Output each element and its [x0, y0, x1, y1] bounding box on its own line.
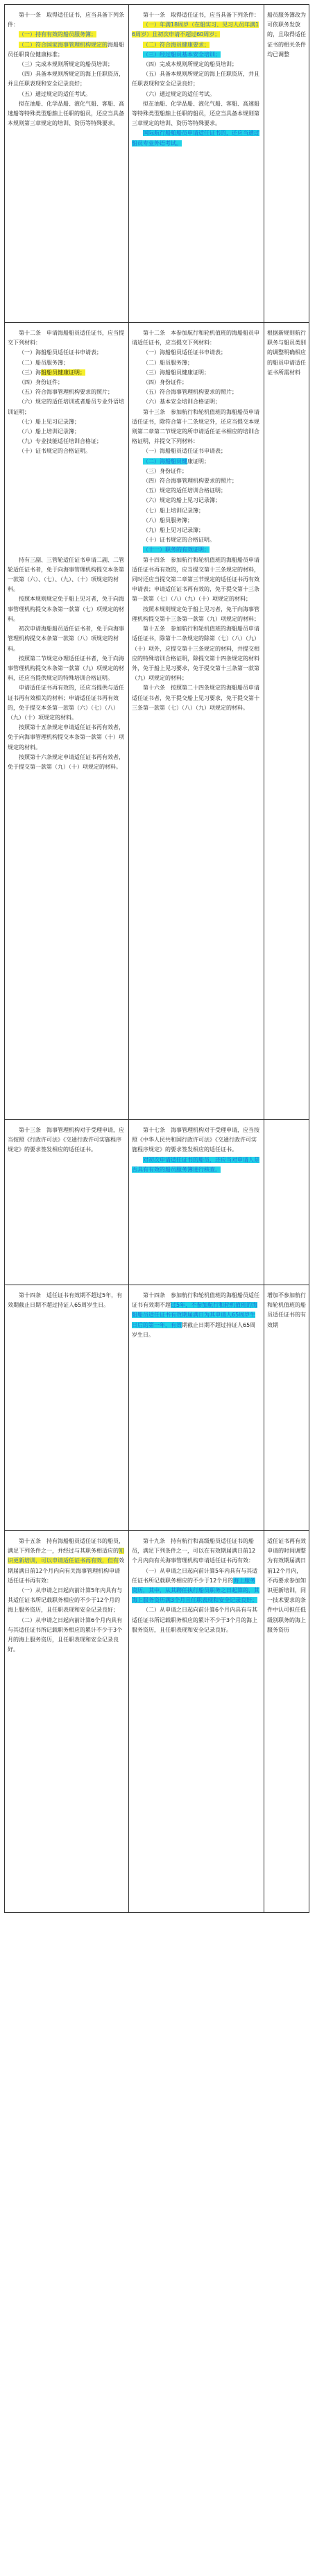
highlighted-change: （二）海船船员健 — [143, 458, 187, 465]
clause-paragraph: 第十四条 参加航行和轮机值班的海船船员申请适任证书再有效的，应当提交第十三条规定的材料，同时还应当提交第二章第三节规定的适任证书再有效申请表；申请适任证书再有效的，免于提交第十三条第一款第（七）（八）（九）（十）项规定的材料； — [132, 556, 259, 603]
text-run: 第十五条 持有海船船员适任证书的船员，满足下列条件之一，并经过与其职务相适应的 — [8, 1538, 124, 1555]
clause-paragraph — [132, 50, 261, 60]
clause-paragraph: 第十六条 按照第二十四条规定的海船船员申请适任证书者，免于提交船上见习要求，免于提交第十三条第一款第（七）（八）（九）项规定的材料。 — [132, 685, 259, 711]
clause-paragraph: （五）规定的适任培训合格证明； — [143, 487, 226, 494]
clause-paragraph: （一）海船船员适任证书申请表； — [143, 448, 226, 455]
clause-paragraph: 第十一条 取得适任证书，应当具备下列条件： — [8, 12, 124, 28]
clause-paragraph: （一）海船船员适任证书申请表； — [19, 349, 102, 356]
clause-paragraph: （一）海船船员适任证书申请表； — [143, 349, 226, 356]
clause-paragraph: 按照第十六条规定申请适任证书再有效者，免于提交第一款第（九）（十）项规定的材料。 — [8, 753, 124, 770]
clause-paragraph: （五）符合海事管理机构要求的照片； — [19, 389, 113, 396]
clause-paragraph: 第十三条 海事管理机构对于受理申请，应当按照《行政许可法》《交通行政许可实施程序规定》的要求签发相应的适任证书。 — [8, 1127, 124, 1153]
clause-paragraph — [132, 545, 261, 555]
change-note-cell — [264, 1120, 309, 1285]
highlighted-change: 国际航行船舶船员申请适任证书的，还应当通过船员专业外语考试。 — [132, 130, 259, 147]
clause-paragraph — [132, 1291, 261, 1340]
clause-paragraph: （二）船员服务簿； — [143, 359, 193, 366]
clause-paragraph: （八）船员服务簿； — [143, 517, 193, 524]
clause-paragraph: （四）符合海事管理机构要求的照片； — [143, 478, 237, 485]
clause-paragraph — [8, 476, 126, 486]
clause-paragraph: （四）完成本规则所规定的船员培训； — [143, 61, 237, 68]
text-run: （一）从申请之日起向前计算5年内具有与其适任证书所记载职务相应的不少于12个月的 — [132, 1567, 258, 1584]
change-note-cell: 船员服务簿改为可依职务发放的，且取得适任证书的相关条件均已调整 — [264, 5, 309, 323]
text-run: 第十四条 参加航行和轮机值班的海船船员适任证书有效期不超 — [132, 1292, 259, 1309]
clause-paragraph: （四）具备本规则所规定的海上任职资历，并且任职表现和安全记录良好； — [8, 71, 124, 87]
clause-paragraph: （十）证书规定的合格证明。 — [19, 448, 91, 455]
clause-paragraph: 申请适任证书再有效的，还应当提供与适任证书再有效相关的材料；申请适任证书再有效的，免于提交本条第一款第（六）（七）（八）（九）（十）项规定的材料。 — [8, 685, 124, 721]
highlighted-change: 船船员健康证明； — [41, 369, 85, 376]
clause-paragraph: （十）证书规定的合格证明。 — [143, 537, 215, 544]
new-rule-cell — [129, 1285, 264, 1531]
clause-paragraph — [132, 20, 261, 40]
clause-paragraph: （四）身份证件； — [19, 379, 63, 386]
clause-paragraph — [132, 457, 261, 467]
clause-paragraph: 第十二条 申请海船船员适任证书，应当提交下列材料： — [8, 330, 124, 346]
clause-paragraph: （五）符合海事管理机构要求的照片； — [143, 389, 237, 396]
table-row — [5, 5, 309, 323]
clause-paragraph: （七）船上培训记录簿； — [143, 507, 204, 514]
clause-paragraph: 按照本规则规定免于船上见习者，免于向海事管理机构提交第十三条第一款第（九）项规定的材料； — [132, 605, 259, 622]
clause-paragraph: （七）船上见习记录簿； — [19, 418, 80, 425]
text-run: 期截止日期不超过持证人65周岁生日。 — [132, 1321, 256, 1338]
clause-paragraph: （二）从申请之日起向前计算6个月内具有与其适任证书所记载职务相应的累计不少于3个月的海上服务资历，且任职表现和安全记录良好。 — [8, 1616, 123, 1653]
clause-paragraph: （六）通过规定的适任考试。 — [143, 90, 215, 97]
highlighted-change: （二）符合国家海事管理机构规定的 — [19, 41, 108, 48]
clause-paragraph — [8, 368, 126, 378]
new-rule-cell — [129, 5, 264, 323]
clause-paragraph: 第十四条 适任证书有效期不超过5年，有效期截止日期不超过持证人65周岁生日。 — [8, 1292, 123, 1309]
clause-paragraph — [8, 457, 126, 467]
comparison-table — [4, 4, 309, 1913]
clause-paragraph — [8, 516, 126, 526]
old-rule-cell — [5, 1120, 129, 1285]
table-row — [5, 323, 309, 1120]
clause-paragraph: 第十九条 持有航行和高级船员适任证书的船员，满足下列条件之一，可以在有效期届满日前12个月内向有关海事管理机构申请适任证书再有效： — [132, 1538, 256, 1564]
table-row — [5, 1285, 309, 1531]
clause-paragraph: 第十七条 海事管理机构对于受理申请，应当按照《中华人民共和国行政许可法》《交通行政许可实施程序规定》的要求签发相应的适任证书。 — [132, 1127, 259, 1153]
clause-paragraph: 按照第十五条规定申请适任证书再有效者，免于向海事管理机构提交本条第一款第（十）项规定的材料。 — [8, 724, 124, 751]
old-rule-cell — [5, 323, 129, 1120]
highlighted-change: （一）持有有效的船员服务簿； — [19, 31, 96, 38]
clause-paragraph: （六）规定的适任培训或者船员专业外语培训证明； — [8, 399, 124, 415]
clause-paragraph — [8, 496, 126, 505]
clause-paragraph: （八）船上培训记录簿； — [19, 428, 80, 435]
clause-paragraph: 第十一条 取得适任证书，应当具备下列条件： — [143, 12, 259, 18]
clause-paragraph — [8, 526, 126, 535]
clause-paragraph: （九）船上见习记录簿； — [143, 527, 204, 534]
clause-paragraph: （三）身份证件； — [143, 467, 187, 474]
highlighted-change: 知识更新培训，可以申请适任证书再有效，但有 — [8, 1548, 124, 1564]
text-run: 效期届满日前12个月内向有关海事管理机构申请适任证书再有效： — [8, 1557, 124, 1584]
clause-paragraph — [132, 1566, 261, 1606]
change-note-cell: 增加不参加航行和轮机值班的船员适任证书的有效期 — [264, 1285, 309, 1531]
highlighted-change: （三）经过船员基本安全培训； — [143, 51, 221, 58]
clause-paragraph: 按照第二节规定办理适任证书者，免于向海事管理机构提交本条第一款第（九）项规定的材料，还应当提供规定的特殊培训合格证明。 — [8, 655, 124, 682]
clause-paragraph — [8, 486, 126, 496]
table-row — [5, 1531, 309, 1913]
clause-paragraph: （三）海船船员健康证明； — [143, 369, 210, 376]
clause-paragraph — [132, 1155, 261, 1175]
clause-paragraph: （四）身份证件； — [143, 379, 187, 386]
highlighted-change: 海上服务资历，其中，从其聘任执行船员职务之日起算的，其海上服务资历满3个月且任职表现和安全记录良好； — [132, 1577, 259, 1604]
clause-paragraph — [8, 545, 126, 555]
clause-paragraph: 持有三副、三管轮适任证书申请二副、二管轮适任证书者，免于向海事管理机构提交本条第一款第（六）、（七）、（九）、（十）项规定的材料。 — [8, 556, 124, 593]
clause-paragraph: （六）基本安全培训合格证明； — [143, 399, 221, 405]
clause-paragraph: 拟在油船、化学品船、液化气船、客船、高速船等特殊类型船舶上任职的船员，还应当具备本规则第三章规定的培训、资历等特殊要求。 — [132, 100, 259, 127]
change-note-cell: 适任证书再有效申请的时间调整为有效期届满日前12个月内，不再要求参加知识更新培训，同一技术要求的条件中认可担任低级别职务的海上服务资历 — [264, 1531, 309, 1913]
highlighted-change: （二）符合海员健康要求； — [143, 41, 210, 48]
clause-paragraph: （六）规定的船上见习记录簿； — [143, 497, 221, 504]
clause-paragraph — [8, 30, 126, 40]
old-rule-cell — [5, 1531, 129, 1913]
clause-paragraph — [8, 1537, 126, 1586]
clause-paragraph: （二）从申请之日起向前计算6个月内具有与其适任证书所记载职务相应的累计不少于3个月的海上服务资历，且任职表现和安全记录良好。 — [132, 1607, 258, 1633]
new-rule-cell — [129, 1120, 264, 1285]
text-run: 海船船员任职岗位健康标准； — [8, 41, 124, 58]
clause-paragraph: （二）船员服务簿； — [19, 359, 69, 366]
clause-paragraph: 第十五条 参加航行和轮机值班的海船船员申请适任证书，除第十二条规定的除第（七）（八）（九）（十）项外，应提交第十三条规定的材料，并提交相应的特殊培训合格证明，除提交第十四条规定的材料外，免于船上见习要求，免于提交第十三条第一款第（九）项规定的材料； — [132, 626, 259, 682]
clause-paragraph: （一）从申请之日起向前计算5年内具有与其适任证书所记载职务相应的不少于12个月的海上服务资历，且任职表现和安全记录良好； — [8, 1587, 123, 1614]
highlighted-change: 过5年，不参加航行和轮机值班的海船船员适任证书有效期届满日为其申请人65周岁生日后的第一年，有效 — [132, 1302, 258, 1328]
new-rule-cell — [129, 323, 264, 1120]
highlighted-change: （一）年满18周岁（在船实习、见习人员年满16周岁）且初次申请不超过60周岁； — [132, 22, 259, 38]
clause-paragraph — [8, 506, 126, 516]
old-rule-cell — [5, 1285, 129, 1531]
clause-paragraph: 拟在油船、化学品船、液化气船、客船、高速船等特殊类型船舶上任职的船员，还应当具备本规则第三章规定的培训、资历等特殊要求。 — [8, 100, 124, 127]
old-rule-cell — [5, 5, 129, 323]
clause-paragraph: （三）完成本规则所规定的船员培训； — [19, 61, 113, 68]
clause-paragraph: 第十二条 本参加航行和轮机值班的海船船员申请适任证书，应当提交下列材料： — [132, 330, 259, 346]
change-note-cell: 根据新规则航行职务与船员类别的调整明确相应的船员申请适任证书所需材料 — [264, 323, 309, 1120]
highlighted-change: （十一）职务的有效证明； — [143, 546, 210, 553]
clause-paragraph: （九）专业技能适任培训合格证； — [19, 438, 102, 445]
clause-paragraph — [8, 535, 126, 545]
clause-paragraph — [8, 40, 126, 60]
clause-paragraph: （五）具备本规则所规定的海上任职资历，并且任职表现和安全记录良好； — [132, 71, 259, 87]
clause-paragraph — [132, 128, 261, 148]
table-body — [5, 5, 309, 1913]
clause-paragraph — [8, 467, 126, 476]
highlighted-change: 对初次申请适任证书的船员，还应当对申请人是否具有有效的船员服务簿进行核查。 — [132, 1156, 259, 1173]
clause-paragraph: 按照本规则规定免于船上见习者，免于向海事管理机构提交本条第一款第（七）项规定的材料。 — [8, 596, 124, 622]
text-run: 康证明； — [187, 458, 210, 465]
clause-paragraph: 初次申请海船船员适任证书者，免于向海事管理机构提交本条第一款第（八）项规定的材料。 — [8, 626, 124, 652]
clause-paragraph — [132, 40, 261, 50]
clause-paragraph: （五）通过规定的适任考试。 — [19, 90, 91, 97]
text-run: （三）海 — [19, 369, 41, 376]
new-rule-cell — [129, 1531, 264, 1913]
clause-paragraph: 第十三条 参加航行和轮机值班的海船船员申请适任证书，除符合第十二条规定外，还应当提交本规则第二章第二节规定的所申请适任证书相应的培训合格证明，并提交下列材料： — [132, 408, 259, 445]
table-row — [5, 1120, 309, 1285]
